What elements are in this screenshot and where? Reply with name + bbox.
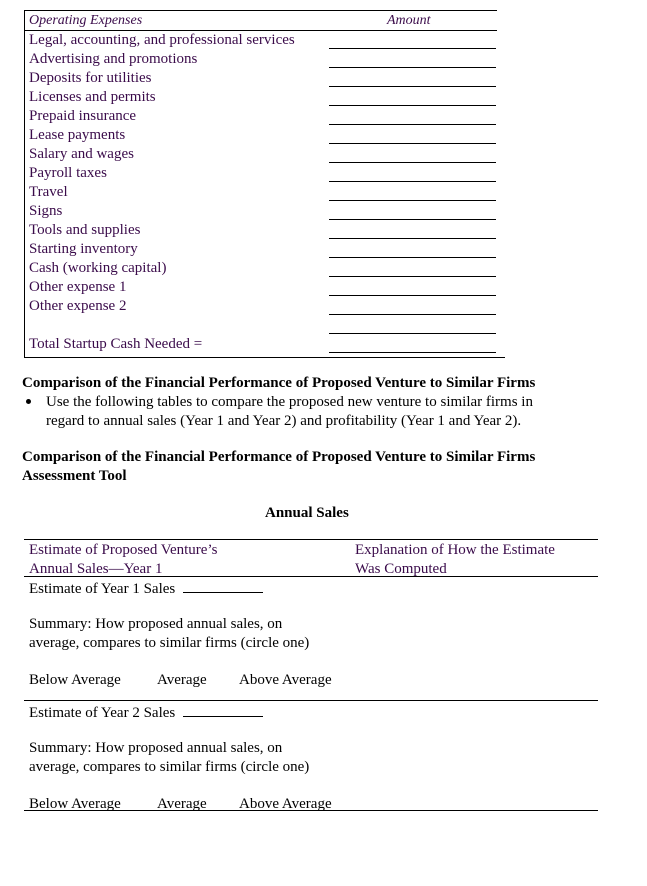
year1-summary-line2: average, compares to similar firms (circle one) (29, 635, 310, 651)
year-divider-rule (24, 700, 598, 701)
expense-item: Signs (29, 203, 63, 219)
expense-item: Advertising and promotions (29, 51, 198, 67)
amount-field[interactable] (329, 105, 496, 106)
expense-item: Prepaid insurance (29, 108, 137, 124)
sales-table-bottom-rule (24, 810, 598, 811)
expense-item: Starting inventory (29, 241, 138, 257)
col1-header-line1: Estimate of Proposed Venture’s (29, 542, 218, 558)
year1-option-above-average[interactable]: Above Average (239, 672, 332, 688)
amount-field[interactable] (329, 181, 496, 182)
year2-rating-options (29, 795, 359, 814)
table-bottom-rule (24, 357, 505, 358)
amount-field[interactable] (329, 86, 496, 87)
bullet-icon (26, 399, 31, 404)
assessment-heading-line1: Comparison of the Financial Performance of Proposed Venture to Similar Firms (22, 449, 536, 465)
year2-option-average[interactable]: Average (157, 796, 207, 812)
year2-estimate-field[interactable] (183, 702, 263, 717)
amount-field[interactable] (329, 238, 496, 239)
column-header-amount: Amount (387, 13, 431, 28)
table-left-rule (24, 10, 25, 358)
year2-option-below-average[interactable]: Below Average (29, 796, 121, 812)
col2-header-line2: Was Computed (355, 561, 447, 577)
year1-rating-options (29, 671, 359, 690)
expense-item: Cash (working capital) (29, 260, 167, 276)
sales-header-rule (24, 576, 598, 577)
year1-estimate-row (29, 578, 263, 599)
total-amount-field[interactable] (329, 352, 496, 353)
year1-option-average[interactable]: Average (157, 672, 207, 688)
expense-item: Other expense 1 (29, 279, 127, 295)
comparison-heading: Comparison of the Financial Performance of Proposed Venture to Similar Firms (22, 375, 536, 391)
year1-option-below-average[interactable]: Below Average (29, 672, 121, 688)
year1-estimate-field[interactable] (183, 578, 263, 593)
assessment-heading-line2: Assessment Tool (22, 468, 127, 484)
expense-item: Lease payments (29, 127, 126, 143)
annual-sales-subheading: Annual Sales (265, 505, 349, 521)
amount-field[interactable] (329, 219, 496, 220)
table-top-rule (24, 10, 497, 11)
amount-field[interactable] (329, 295, 496, 296)
year2-option-above-average[interactable]: Above Average (239, 796, 332, 812)
bullet-text-line1: Use the following tables to compare the proposed new venture to similar firms in (46, 394, 533, 410)
year2-summary-line2: average, compares to similar firms (circle one) (29, 759, 310, 775)
expense-item: Payroll taxes (29, 165, 107, 181)
expense-item: Travel (29, 184, 68, 200)
amount-field[interactable] (329, 162, 496, 163)
bullet-text-line2: regard to annual sales (Year 1 and Year 2) and profitability (Year 1 and Year 2). (46, 413, 522, 429)
amount-field[interactable] (329, 276, 496, 277)
expense-item: Other expense 2 (29, 298, 127, 314)
year2-summary-line1: Summary: How proposed annual sales, on (29, 740, 283, 756)
col2-header-line1: Explanation of How the Estimate (355, 542, 555, 558)
amount-field[interactable] (329, 143, 496, 144)
expense-item: Tools and supplies (29, 222, 141, 238)
amount-field[interactable] (329, 200, 496, 201)
expense-item: Licenses and permits (29, 89, 156, 105)
expense-item: Legal, accounting, and professional services (29, 32, 295, 48)
expense-item: Deposits for utilities (29, 70, 152, 86)
amount-field[interactable] (329, 67, 496, 68)
total-startup-cash-label: Total Startup Cash Needed = (29, 336, 203, 352)
amount-field[interactable] (329, 124, 496, 125)
year1-summary-line1: Summary: How proposed annual sales, on (29, 616, 283, 632)
amount-field[interactable] (329, 314, 496, 315)
expense-item: Salary and wages (29, 146, 134, 162)
amount-field[interactable] (329, 333, 496, 334)
year2-estimate-label: Estimate of Year 2 Sales (29, 705, 176, 721)
year2-estimate-row (29, 702, 263, 723)
year1-estimate-label: Estimate of Year 1 Sales (29, 581, 176, 597)
col1-header-line2: Annual Sales—Year 1 (29, 561, 163, 577)
amount-field[interactable] (329, 48, 496, 49)
amount-field[interactable] (329, 257, 496, 258)
sales-table-top-rule (24, 539, 598, 540)
column-header-operating-expenses: Operating Expenses (29, 13, 143, 28)
